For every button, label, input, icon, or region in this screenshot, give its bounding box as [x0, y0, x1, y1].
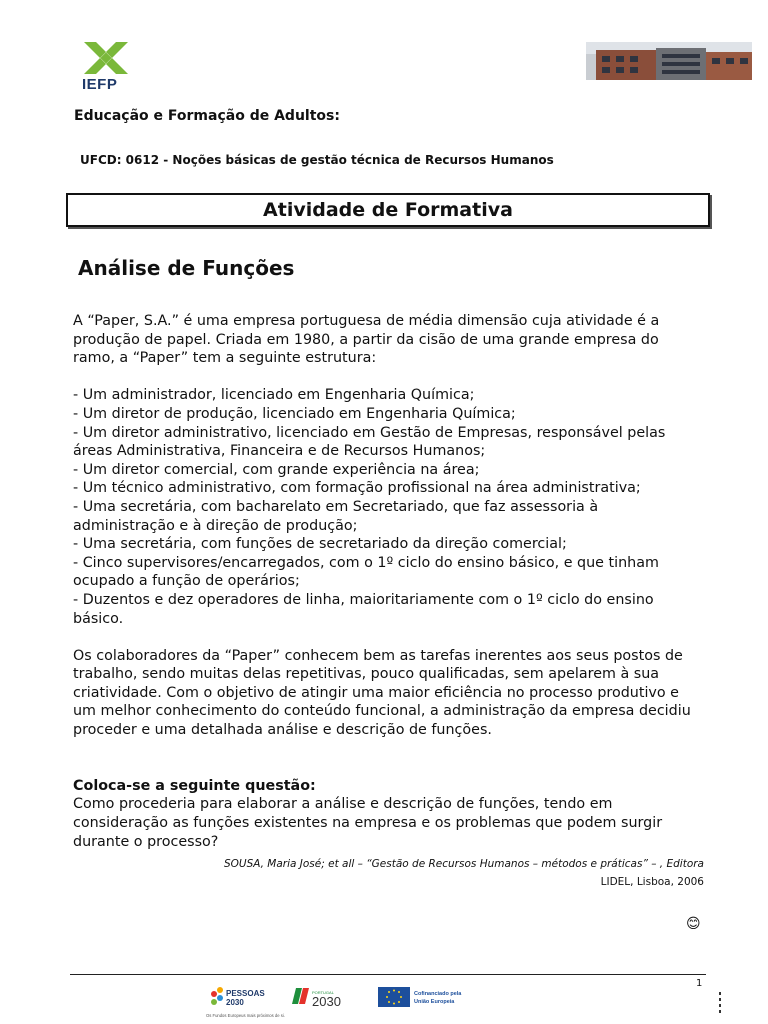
structure-item: - Uma secretária, com funções de secretariado da direção comercial; [73, 536, 567, 553]
structure-item: - Cinco supervisores/encarregados, com o 1º ciclo do ensino básico, e que tinham ocupado a função de operários; [73, 554, 659, 590]
pessoas-year: 2030 [226, 998, 244, 1007]
structure-item: - Um administrador, licenciado em Engenharia Química; [73, 387, 475, 404]
footer-tagline: Os Fundos Europeus mais próximos de si. [206, 1013, 285, 1018]
pessoas-label: PESSOAS [226, 989, 265, 998]
eu-line-1: Cofinanciado pela [414, 991, 462, 997]
section-title: Análise de Funções [78, 256, 295, 280]
footer-funding-logos [206, 984, 506, 1020]
structure-item: - Uma secretária, com bacharelato em Secretariado, que faz assessoria à administração e à direção de produção; [73, 498, 599, 534]
side-mark [719, 992, 721, 1016]
portugal-year: 2030 [312, 994, 341, 1009]
context-paragraph: Os colaboradores da “Paper” conhecem bem as tarefas inerentes aos seus postos de trabalho, sendo muitas delas repetitivas, pouco qualificadas, sem apelarem à sua criatividade. Com o objetivo de atingir uma maior eficiência no processo produtivo e um melhor conhecimento do conteúdo funcional, a administração da empresa decidiu proceder e uma detalhada análise e descrição de funções. [73, 647, 691, 739]
portugal-label: PORTUGAL [312, 990, 334, 995]
logo-text: IEFP [82, 76, 118, 93]
intro-paragraph: A “Paper, S.A.” é uma empresa portuguesa de média dimensão cuja atividade é a produção de papel. Criada em 1980, a partir da cisão de uma grande empresa do ramo, a “Paper” tem a seguinte estrutura: [73, 313, 660, 367]
document-body [73, 312, 703, 851]
question-text: Como procederia para elaborar a análise e descrição de funções, tendo em consideração as funções existentes na empresa e os problemas que podem surgir durante o processo? [73, 796, 663, 850]
smiley-emoji: 😊 [686, 916, 701, 932]
structure-item: - Um técnico administrativo, com formação profissional na área administrativa; [73, 480, 641, 497]
citation-line-2: LIDEL, Lisboa, 2006 [600, 876, 704, 888]
activity-title: Atividade de Formativa [263, 199, 513, 221]
structure-item: - Duzentos e dez operadores de linha, maioritariamente com o 1º ciclo do ensino básico. [73, 591, 654, 627]
ufcd-line: UFCD: 0612 - Noções básicas de gestão técnica de Recursos Humanos [80, 153, 554, 167]
eu-cofinancing-logo [378, 987, 462, 1007]
structure-item: - Um diretor comercial, com grande experiência na área; [73, 461, 480, 478]
structure-item: - Um diretor administrativo, licenciado em Gestão de Empresas, responsável pelas áreas Administrativa, Financeira e de Recursos Humanos; [73, 424, 666, 460]
citation-line-1: SOUSA, Maria José; et all – “Gestão de Recursos Humanos – métodos e práticas” – , Editora [223, 858, 704, 870]
eu-line-2: União Europeia [414, 999, 455, 1005]
building-photo [586, 42, 752, 80]
portugal-2030-logo [292, 988, 341, 1009]
footer-divider [70, 974, 706, 975]
page-number: 1 [696, 978, 703, 989]
pessoas-2030-logo [206, 987, 285, 1018]
activity-title-box [66, 193, 710, 227]
question-title: Coloca-se a seguinte questão: [73, 777, 316, 794]
course-heading: Educação e Formação de Adultos: [74, 108, 340, 124]
citation [224, 855, 704, 891]
structure-item: - Um diretor de produção, licenciado em Engenharia Química; [73, 405, 516, 422]
